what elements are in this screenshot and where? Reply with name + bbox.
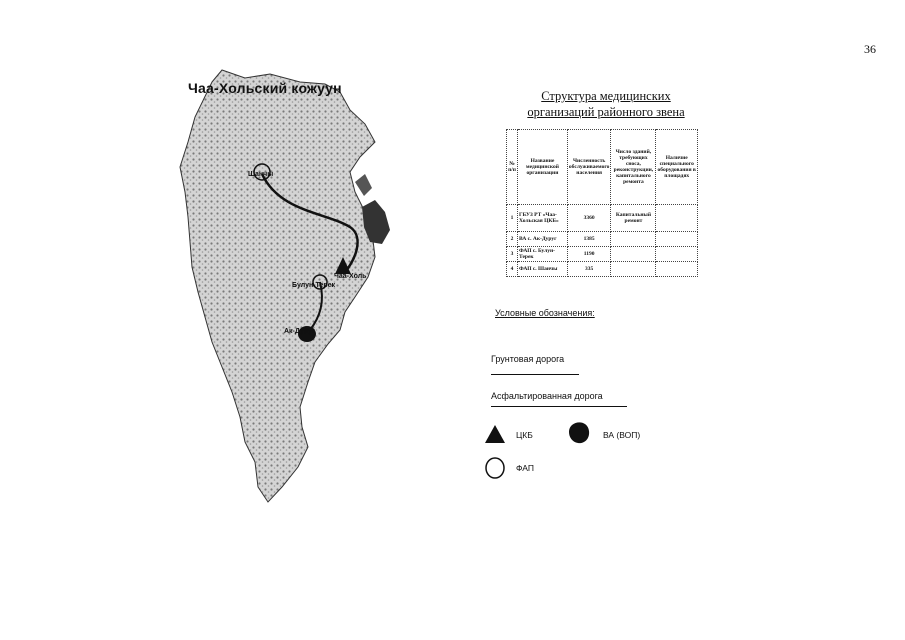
organizations-table (506, 129, 698, 277)
cell-repair (611, 232, 656, 247)
table-row (507, 232, 698, 247)
fap-legend-icon (484, 456, 506, 480)
cell-equipment (656, 232, 698, 247)
district-outline (180, 70, 375, 502)
legend-title: Условные обозначения: (495, 308, 595, 318)
place-label: Шанчы (248, 171, 274, 178)
asphalt-road-label: Асфальтированная дорога (491, 391, 603, 401)
cell-equipment (656, 262, 698, 277)
place-label: Ак-Дуруг (284, 328, 315, 335)
cell-num: 1 (507, 205, 518, 232)
fap-legend-label: ФАП (516, 463, 534, 473)
cell-name: ФАП с. Булун-Терек (518, 247, 568, 262)
dark-relief-2 (355, 174, 372, 196)
cell-population: 3360 (567, 205, 611, 232)
dirt-road-label: Грунтовая дорога (491, 354, 565, 364)
structure-title (496, 88, 716, 120)
place-label: Булун-Терек (292, 282, 336, 289)
cell-population: 335 (567, 262, 611, 277)
table-row (507, 262, 698, 277)
cell-name: ФАП с. Шанчы (518, 262, 568, 277)
cell-num: 4 (507, 262, 518, 277)
structure-title-line: Структура медицинских (541, 89, 671, 103)
structure-title-line: организаций районного звена (527, 105, 685, 119)
place-label: Чаа-Холь (334, 273, 367, 280)
table-header-row (507, 130, 698, 205)
ckb-legend-label: ЦКБ (516, 430, 533, 440)
district-map (150, 62, 450, 522)
dirt-road-line (491, 374, 579, 375)
cell-equipment (656, 247, 698, 262)
cell-num: 3 (507, 247, 518, 262)
cell-repair (611, 247, 656, 262)
col-header: Наличие специального оборудования в площадях (656, 130, 698, 205)
col-header: № п/п (507, 130, 518, 205)
cell-repair (611, 262, 656, 277)
cell-name: ВА с. Ак-Дуруг (518, 232, 568, 247)
cell-name: ГБУЗ РТ «Чаа-Хольская ЦКБ» (518, 205, 568, 232)
cell-equipment (656, 205, 698, 232)
col-header: Название медицинской организации (518, 130, 568, 205)
map-svg (150, 62, 450, 522)
map-title: Чаа-Хольский кожуун (188, 80, 342, 96)
va-legend-label: ВА (ВОП) (603, 430, 641, 440)
va-legend-icon (568, 421, 590, 445)
col-header: Число зданий, требующих сноса, реконструкции, капитального ремонта (611, 130, 656, 205)
cell-population: 1190 (567, 247, 611, 262)
table-row (507, 247, 698, 262)
asphalt-road-line (491, 406, 627, 407)
table-row (507, 205, 698, 232)
cell-repair: Капитальный ремонт (611, 205, 656, 232)
page-number: 36 (864, 42, 876, 56)
ckb-legend-icon (484, 424, 506, 444)
cell-num: 2 (507, 232, 518, 247)
cell-population: 1385 (567, 232, 611, 247)
col-header: Численность обслуживаемого населения (567, 130, 611, 205)
